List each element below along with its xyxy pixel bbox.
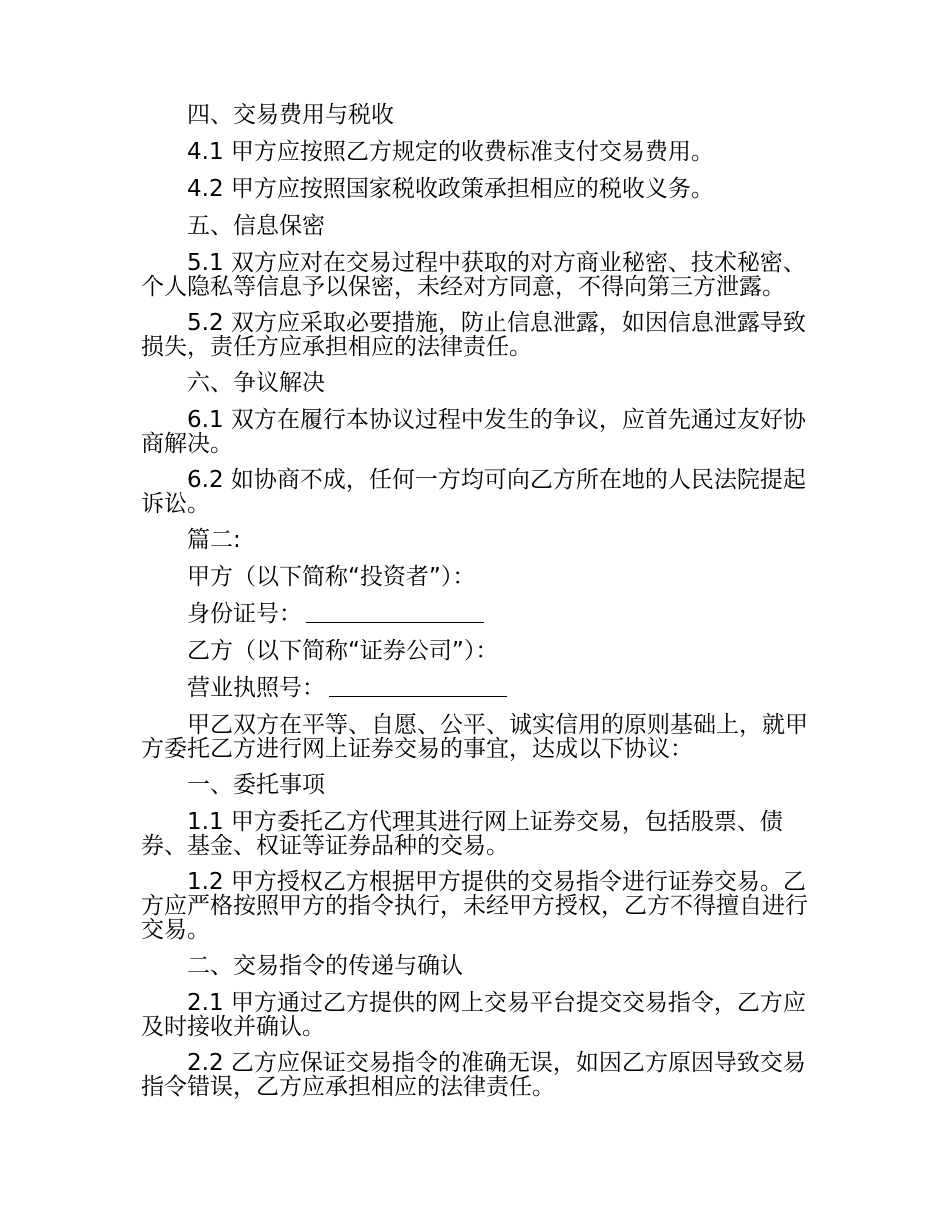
id-number-line <box>141 602 811 627</box>
clause-4-2: 4.2 甲方应按照国家税收政策承担相应的税收义务。 <box>187 176 714 202</box>
section-heading-fees-taxes: 四、交易费用与税收 <box>187 102 394 128</box>
clause-6-2: 6.2 如协商不成，任何一方均可向乙方所在地的人民法院提起诉讼。 <box>141 467 806 517</box>
clause-2-2: 2.2 乙方应保证交易指令的准确无误，如因乙方原因导致交易指令错误，乙方应承担相应的法律责任。 <box>141 1050 806 1100</box>
clause-1-2: 1.2 甲方授权乙方根据甲方提供的交易指令进行证券交易。乙方应严格按照甲方的指令执行，未经甲方授权，乙方不得擅自进行交易。 <box>141 869 808 943</box>
section-heading-entrustment: 一、委托事项 <box>187 772 325 798</box>
agreement-preamble: 甲乙双方在平等、自愿、公平、诚实信用的原则基础上，就甲方委托乙方进行网上证券交易的事宜，达成以下协议： <box>141 712 808 762</box>
section-heading-confidentiality: 五、信息保密 <box>187 213 325 239</box>
license-number-label: 营业执照号： <box>187 675 325 701</box>
license-number-blank <box>329 676 507 697</box>
id-number-label: 身份证号： <box>187 601 302 627</box>
license-number-line <box>141 676 811 701</box>
clause-6-1: 6.1 双方在履行本协议过程中发生的争议，应首先通过友好协商解决。 <box>141 407 806 457</box>
clause-5-1: 5.1 双方应对在交易过程中获取的对方商业秘密、技术秘密、个人隐私等信息予以保密，未经对方同意，不得向第三方泄露。 <box>141 250 806 300</box>
clause-5-2: 5.2 双方应采取必要措施，防止信息泄露，如因信息泄露导致损失，责任方应承担相应的法律责任。 <box>141 310 806 360</box>
party-b-line: 乙方（以下简称“证券公司”）： <box>187 638 499 664</box>
clause-4-1: 4.1 甲方应按照乙方规定的收费标准支付交易费用。 <box>187 139 714 165</box>
section-heading-instructions: 二、交易指令的传递与确认 <box>187 953 463 979</box>
clause-1-1: 1.1 甲方委托乙方代理其进行网上证券交易，包括股票、债券、基金、权证等证券品种的交易。 <box>141 809 783 859</box>
clause-2-1: 2.1 甲方通过乙方提供的网上交易平台提交交易指令，乙方应及时接收并确认。 <box>141 990 806 1040</box>
section-heading-dispute: 六、争议解决 <box>187 370 325 396</box>
part-two-heading: 篇二: <box>187 527 241 553</box>
document-body <box>141 103 811 1111</box>
id-number-blank <box>306 602 484 623</box>
party-a-line: 甲方（以下简称“投资者”）： <box>187 564 476 590</box>
